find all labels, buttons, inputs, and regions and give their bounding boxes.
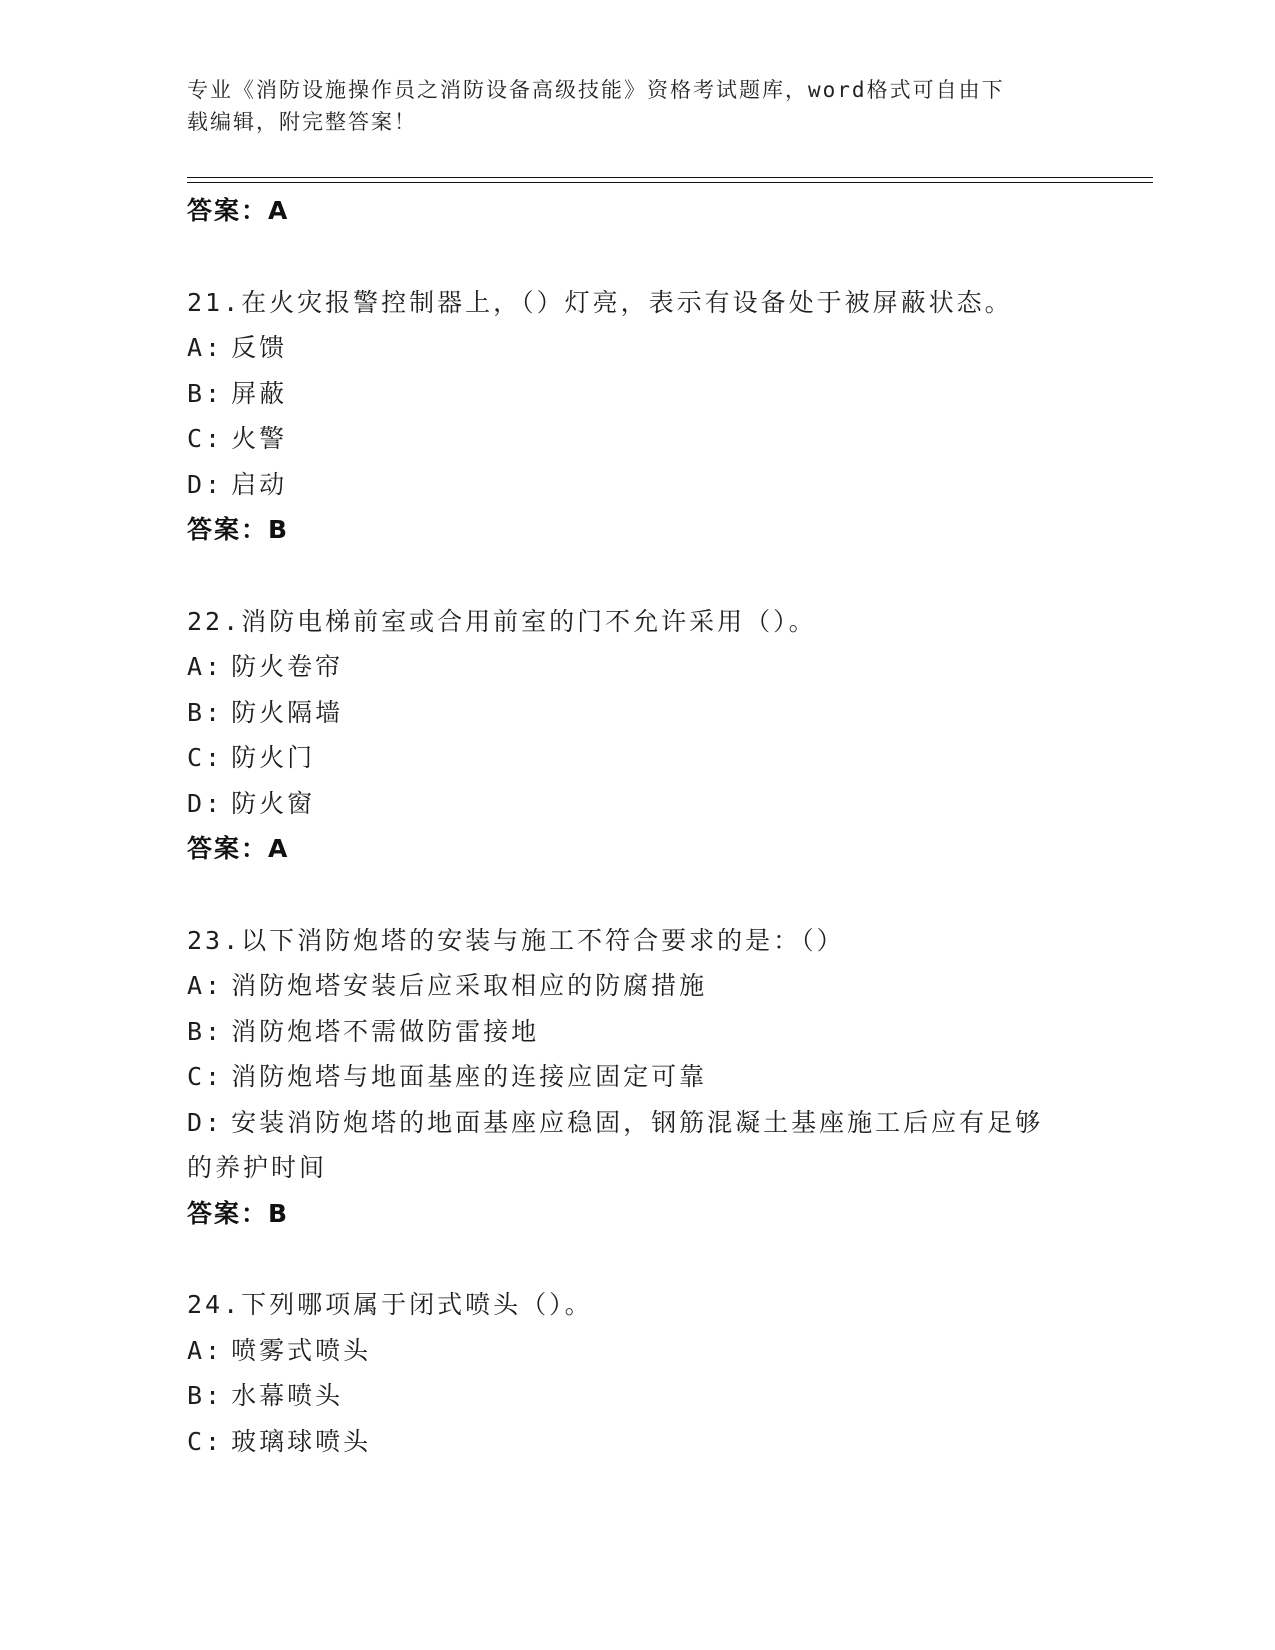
question-stem-21: 21.在火灾报警控制器上，（）灯亮，表示有设备处于被屏蔽状态。 (187, 287, 1013, 317)
option-text: 启动 (231, 469, 288, 499)
option-text: 水幕喷头 (231, 1381, 344, 1410)
option-label: C: (187, 743, 224, 772)
option-label: A: (187, 652, 224, 681)
option-text: 消防炮塔安装后应采取相应的防腐措施 (231, 971, 708, 1000)
document-header (187, 74, 1067, 138)
answer-22: 答案：A (187, 834, 290, 863)
option-label: B: (187, 378, 224, 408)
option-text: 防火卷帘 (231, 652, 344, 681)
question-stem-22: 22.消防电梯前室或合用前室的门不允许采用（）。 (187, 606, 817, 636)
option-label: B: (187, 1016, 224, 1046)
option-a (187, 963, 1087, 1009)
option-label: C: (187, 424, 224, 453)
option-text: 消防炮塔与地面基座的连接应固定可靠 (231, 1062, 708, 1091)
option-label: B: (187, 697, 224, 727)
option-label: A: (187, 971, 224, 1000)
option-b (187, 690, 1087, 736)
answer-23: 答案：B (187, 1198, 290, 1228)
option-text: 喷雾式喷头 (231, 1335, 372, 1365)
option-a (187, 644, 1087, 690)
question-list (187, 188, 1087, 1464)
spacer (187, 872, 1087, 918)
option-text: 火警 (231, 424, 288, 453)
option-d (187, 462, 1087, 508)
previous-answer: 答案：A (187, 196, 290, 225)
spacer (187, 553, 1087, 599)
header-divider-bottom (187, 182, 1153, 183)
option-c (187, 1054, 1087, 1100)
option-label: B: (187, 1381, 224, 1410)
spacer (187, 234, 1087, 280)
answer-21: 答案：B (187, 515, 290, 544)
question-stem-24: 24.下列哪项属于闭式喷头（）。 (187, 1290, 593, 1319)
option-c (187, 735, 1087, 781)
option-text: 防火门 (231, 743, 316, 772)
option-text: 反馈 (231, 333, 288, 362)
option-d (187, 1100, 1087, 1146)
option-text: 防火窗 (231, 788, 316, 818)
option-text: 消防炮塔不需做防雷接地 (231, 1016, 540, 1046)
option-text: 安装消防炮塔的地面基座应稳固，钢筋混凝土基座施工后应有足够 (231, 1107, 1044, 1137)
option-d-continuation: 的养护时间 (187, 1153, 328, 1182)
option-c (187, 1419, 1087, 1465)
question-stem-23: 23.以下消防炮塔的安装与施工不符合要求的是：（） (187, 925, 845, 955)
option-label: D: (187, 788, 224, 818)
option-label: A: (187, 1335, 224, 1365)
option-label: A: (187, 333, 224, 362)
option-label: C: (187, 1426, 224, 1456)
option-b (187, 371, 1087, 417)
option-d (187, 781, 1087, 827)
option-text: 屏蔽 (231, 378, 288, 408)
option-label: D: (187, 1107, 224, 1137)
option-text: 玻璃球喷头 (231, 1426, 372, 1456)
option-c (187, 416, 1087, 462)
option-b (187, 1373, 1087, 1419)
option-label: C: (187, 1062, 224, 1091)
option-text: 防火隔墙 (231, 697, 344, 727)
header-line-1: 专业《消防设施操作员之消防设备高级技能》资格考试题库，word格式可自由下 (187, 78, 1005, 102)
option-label: D: (187, 469, 224, 499)
option-a (187, 325, 1087, 371)
header-divider-top (187, 177, 1153, 178)
spacer (187, 1236, 1087, 1282)
option-b (187, 1009, 1087, 1055)
option-a (187, 1328, 1087, 1374)
header-line-2: 载编辑，附完整答案！ (187, 110, 417, 134)
